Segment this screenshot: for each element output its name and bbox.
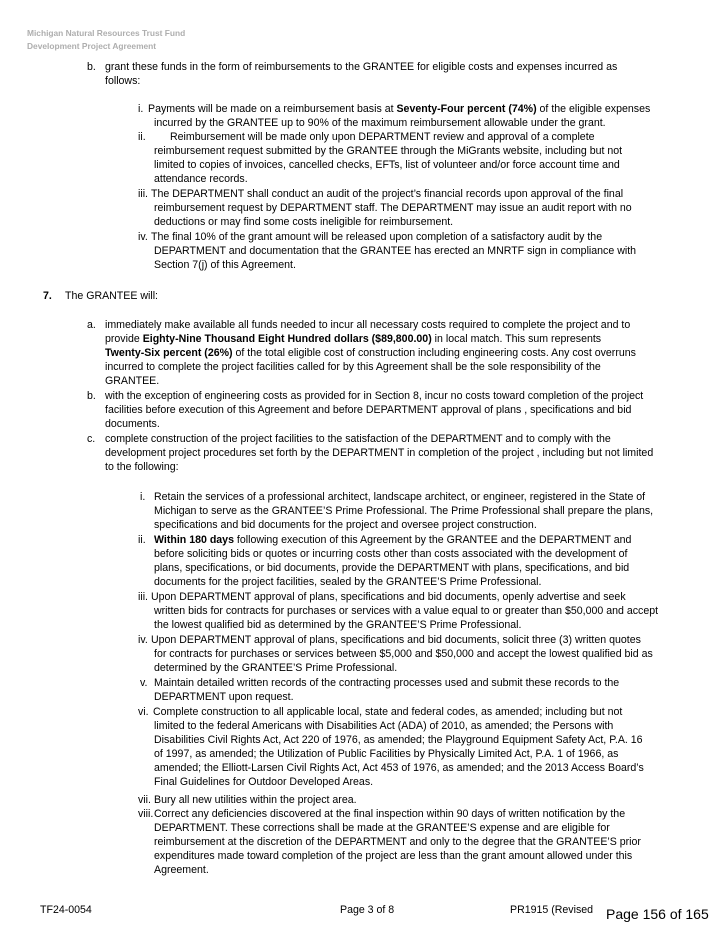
text-line: attendance records.	[154, 173, 248, 185]
text-line: documents for the project facilities, sealed by the GRANTEE’S Prime Professional.	[154, 576, 542, 588]
text-line: reimbursement request by DEPARTMENT staff. The DEPARTMENT may issue an audit report with no	[154, 202, 632, 214]
text-line: development project procedures set forth by the DEPARTMENT in completion of the project , including but not limited	[105, 447, 654, 459]
header-doc-title: Development Project Agreement	[27, 41, 157, 51]
text-line: immediately make available all funds needed to incur all necessary costs required to complete the project and to	[105, 319, 631, 331]
text-line: Upon DEPARTMENT approval of plans, specifications and bid documents, openly advertise and seek	[151, 591, 626, 603]
text-line: Section 7(j) of this Agreement.	[154, 259, 296, 271]
subitem-marker: viii.	[138, 808, 154, 820]
text-line: Payments will be made on a reimbursement basis at Seventy-Four percent (74%) of the eligible expenses	[148, 103, 651, 115]
text-line: Michigan to serve as the GRANTEE’S Prime Professional. The Prime Professional shall prepare the plans,	[154, 505, 654, 517]
text-line: incurred by the GRANTEE up to 90% of the maximum reimbursement allowable under the grant.	[154, 117, 606, 129]
text-line: Twenty-Six percent (26%) of the total eligible cost of construction including engineering costs. Any cost overruns	[105, 347, 636, 359]
text-line: limited to the federal Americans with Disabilities Act (ADA) of 2010, as amended; the Persons with	[154, 720, 614, 732]
text-line: grant these funds in the form of reimbursements to the GRANTEE for eligible costs and expenses incurred as	[105, 61, 618, 73]
text-line: Upon DEPARTMENT approval of plans, specifications and bid documents, solicit three (3) written quotes	[151, 634, 641, 646]
item-marker: a.	[87, 319, 96, 331]
text-line: before soliciting bids or quotes or incurring costs other than costs associated with the development of	[154, 548, 628, 560]
text-line: Within 180 days following execution of this Agreement by the GRANTEE and the DEPARTMENT and	[154, 534, 632, 546]
item-marker: b.	[87, 61, 96, 73]
text-line: complete construction of the project facilities to the satisfaction of the DEPARTMENT and to comply with the	[105, 433, 611, 445]
text-line: Reimbursement will be made only upon DEPARTMENT review and approval of a complete	[170, 131, 595, 143]
text-line: Retain the services of a professional architect, landscape architect, or engineer, registered in the State of	[154, 491, 646, 503]
text-line: DEPARTMENT upon request.	[154, 691, 294, 703]
text-line: Final Guidelines for Outdoor Developed Areas.	[154, 776, 374, 788]
section-number: 7.	[43, 290, 52, 302]
text-line: with the exception of engineering costs as provided for in Section 8, incur no costs toward completion of the project	[105, 390, 644, 402]
text-line: limited to copies of invoices, cancelled checks, EFTs, list of volunteer and/or force account time and	[154, 159, 620, 171]
text-line: Agreement.	[154, 864, 209, 876]
subitem-marker: vii.	[138, 794, 151, 806]
text-line: determined by the GRANTEE’S Prime Professional.	[154, 662, 398, 674]
subitem-marker: ii.	[138, 534, 146, 546]
text-line: Correct any deficiencies discovered at the final inspection within 90 days of written notification by the	[154, 808, 626, 820]
text-line: follows:	[105, 75, 141, 87]
bold-deadline: Within 180 days	[154, 534, 234, 546]
footer-page-number: Page 3 of 8	[340, 904, 395, 916]
header-agency: Michigan Natural Resources Trust Fund	[27, 28, 186, 38]
text-line: deductions or may find some costs ineligible for reimbursement.	[154, 216, 454, 228]
text-line: written bids for contracts for purchases or services with a value equal to or greater than $50,000 and accept	[154, 605, 659, 617]
text-line: the lowest qualified bid as determined by the GRANTEE’S Prime Professional.	[154, 619, 522, 631]
text-line: plans, specifications, or bid documents, provide the DEPARTMENT with plans, specifications, and bid	[154, 562, 630, 574]
section-heading: The GRANTEE will:	[65, 290, 159, 302]
subitem-marker: iii.	[138, 188, 149, 200]
text-line: specifications and bid documents for the project and oversee project construction.	[154, 519, 537, 531]
subitem-marker: i.	[138, 103, 144, 115]
text-line: for contracts for purchases or services between $5,000 and $50,000 and accept the lowest qualified bid as	[154, 648, 653, 660]
subitem-marker: ii.	[138, 131, 146, 143]
subitem-marker: vi.	[138, 706, 149, 718]
text-line: Maintain detailed written records of the contracting processes used and submit these records to the	[154, 677, 620, 689]
bold-amount: Eighty-Nine Thousand Eight Hundred dollars ($89,800.00)	[142, 333, 432, 345]
text-line: reimbursement at the discretion of the DEPARTMENT and only to the degree that the GRANTEE’S prior	[154, 836, 641, 848]
item-marker: b.	[87, 390, 96, 402]
subitem-marker: iv.	[138, 634, 148, 646]
text-line: amended; the Elliott-Larsen Civil Rights Act, Act 453 of 1976, as amended; and the 2013 Access Board’s	[154, 762, 644, 774]
bold-amount: Twenty-Six percent (26%)	[105, 347, 233, 359]
text-line: reimbursement request submitted by the GRANTEE through the MiGrants website, including but not	[154, 145, 623, 157]
text-line: DEPARTMENT and documentation that the GRANTEE has erected an MNRTF sign in compliance with	[154, 245, 637, 257]
text-line: facilities before execution of this Agreement and before DEPARTMENT approval of plans , specifications and bid	[105, 404, 632, 416]
subitem-marker: iv.	[138, 231, 148, 243]
text-line: incurred to complete the project facilities called for by this Agreement shall be the sole responsibility of the	[105, 361, 601, 373]
item-marker: c.	[87, 433, 96, 445]
text-line: documents.	[105, 418, 160, 430]
text-line: to the following:	[105, 461, 179, 473]
text-line: The final 10% of the grant amount will be released upon completion of a satisfactory audit by the	[151, 231, 603, 243]
text-line: of 1997, as amended; the Utilization of Public Facilities by Physically Limited Act, P.A. 1 of 1966, as	[154, 748, 619, 760]
subitem-marker: i.	[140, 491, 146, 503]
text-line: Disabilities Civil Rights Act, Act 220 of 1976, as amended; the Playground Equipment Safety Act, P.A. 16	[154, 734, 643, 746]
subitem-marker: iii.	[138, 591, 149, 603]
text-line: DEPARTMENT. These corrections shall be made at the GRANTEE’S expense and are eligible for	[154, 822, 610, 834]
text-line: GRANTEE.	[105, 375, 160, 387]
viewer-page-indicator: Page 156 of 165	[600, 903, 715, 925]
text-line: Bury all new utilities within the project area.	[154, 794, 357, 806]
text-line: provide Eighty-Nine Thousand Eight Hundred dollars ($89,800.00) in local match. This sum represents	[105, 333, 602, 345]
text-line: The DEPARTMENT shall conduct an audit of the project’s financial records upon approval of the final	[151, 188, 624, 200]
subitem-marker: v.	[140, 677, 148, 689]
bold-amount: Seventy-Four percent (74%)	[396, 103, 537, 115]
footer-doc-id: TF24-0054	[40, 904, 92, 916]
footer-form-revision: PR1915 (Revised	[510, 904, 594, 916]
text-line: Complete construction to all applicable local, state and federal codes, as amended; including but not	[153, 706, 623, 718]
text-line: expenditures made toward completion of the project are less than the grant amount allowed under this	[154, 850, 633, 862]
